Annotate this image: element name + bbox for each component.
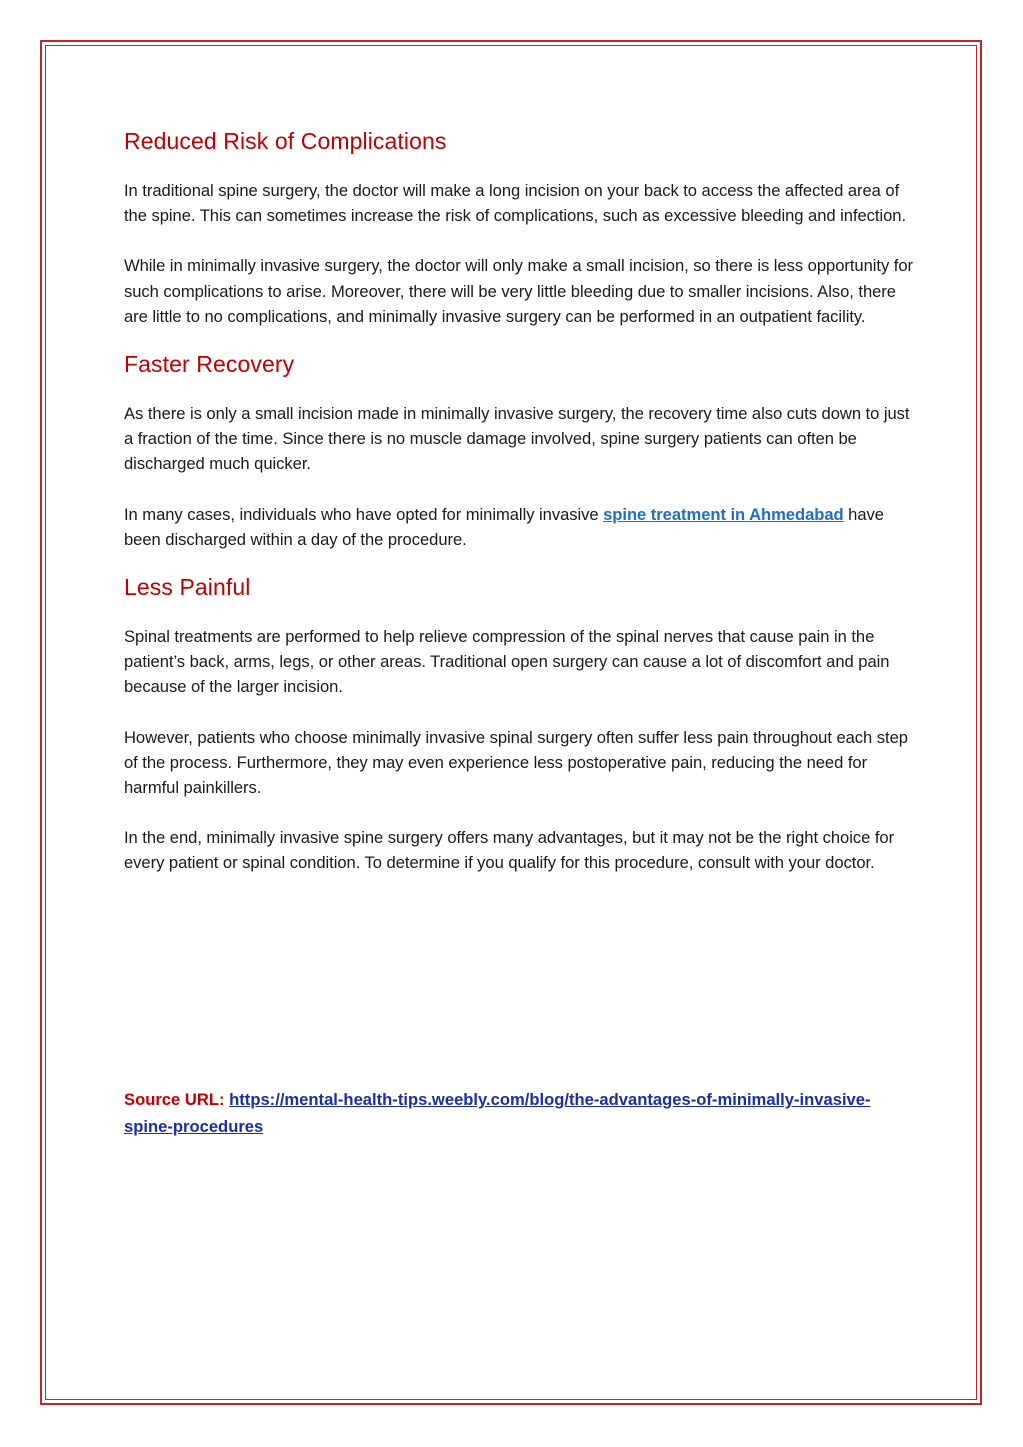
source-url-link[interactable]: https://mental-health-tips.weebly.com/blog/the-advantages-of-minimally-invasive-spine-procedures <box>124 1090 871 1136</box>
spine-treatment-link[interactable]: spine treatment in Ahmedabad <box>603 504 844 524</box>
paragraph-conclusion: In the end, minimally invasive spine surgery offers many advantages, but it may not be the right choice for every patient or spinal condition. To determine if you qualify for this procedure, consult with your doctor. <box>124 828 895 873</box>
paragraph-less-pain: However, patients who choose minimally invasive spinal surgery often suffer less pain throughout each step of the process. Furthermore, they may even experience less postoperative pain, reducing the need for harmful painkillers. <box>124 727 908 798</box>
paragraph-discharge-after: have been discharged within a day of the procedure. <box>124 504 884 549</box>
source-line <box>124 1086 894 1140</box>
paragraph-minimally-invasive: While in minimally invasive surgery, the doctor will only make a small incision, so there is less opportunity for such complications to arise. Moreover, there will be very little bleeding due to smaller incisions. Also, there are little to no complications, and minimally invasive surgery can be performed in an outpatient facility. <box>124 256 914 326</box>
source-label: Source URL: <box>124 1090 225 1109</box>
section-heading-complications: Reduced Risk of Complications <box>124 128 447 154</box>
article-body <box>124 122 914 876</box>
paragraph-traditional-surgery: In traditional spine surgery, the doctor will make a long incision on your back to access the affected area of the spine. This can sometimes increase the risk of complications, such as excessive bleeding and infection. <box>124 181 907 226</box>
paragraph-discharge <box>124 502 914 552</box>
paragraph-spinal-treatments: Spinal treatments are performed to help relieve compression of the spinal nerves that cause pain in the patient’s back, arms, legs, or other areas. Traditional open surgery can cause a lot of discomfort and pain because of the larger incision. <box>124 627 890 697</box>
section-heading-less-painful: Less Painful <box>124 574 251 601</box>
paragraph-recovery-time: As there is only a small incision made in minimally invasive surgery, the recovery time also cuts down to just a fraction of the time. Since there is no muscle damage involved, spine surgery patients can often be discharged much quicker. <box>124 404 910 474</box>
paragraph-discharge-before: In many cases, individuals who have opted for minimally invasive <box>124 504 604 524</box>
section-heading-recovery: Faster Recovery <box>124 351 295 378</box>
